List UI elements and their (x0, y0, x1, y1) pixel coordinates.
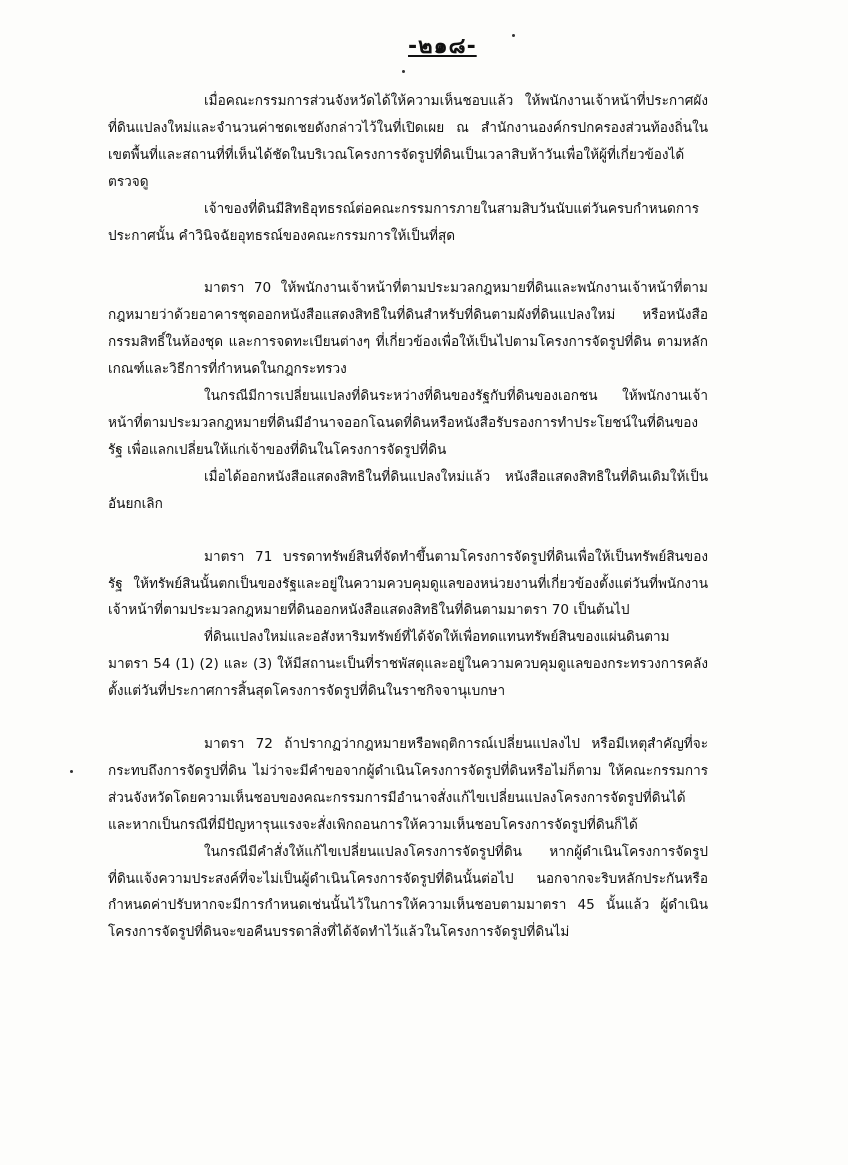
paragraph-section-72: มาตรา 72 ถ้าปรากฏว่ากฎหมายหรือพฤติการณ์เปลี่ยนแปลงไป หรือมีเหตุสำคัญที่จะกระทบถึงการจัดรูปที่ดิน ไม่ว่าจะมีคำขอจากผู้ดำเนินโครงการจัดรูปที่ดินหรือไม่ก็ตาม ให้คณะกรรมการส่วนจังหวัดโดยความเห็นชอบของคณะกรรมการมีอำนาจสั่งแก้ไขเปลี่ยนแปลงโครงการจัดรูปที่ดินได้และหากเป็นกรณีที่มีปัญหารุนแรงจะสั่งเพิกถอนการให้ความเห็นชอบโครงการจัดรูปที่ดินก็ได้ (108, 736, 708, 833)
paragraph-9: ในกรณีมีคำสั่งให้แก้ไขเปลี่ยนแปลงโครงการจัดรูปที่ดิน หากผู้ดำเนินโครงการจัดรูปที่ดินแจ้งความประสงค์ที่จะไม่เป็นผู้ดำเนินโครงการจัดรูปที่ดินนั้นต่อไป นอกจากจะริบหลักประกันหรือกำหนดค่าปรับหากจะมีการกำหนดเช่นนั้นไว้ในการให้ความเห็นชอบตามมาตรา 45 นั้นแล้ว ผู้ดำเนินโครงการจัดรูปที่ดินจะขอคืนบรรดาสิ่งที่ได้จัดทำไว้แล้วในโครงการจัดรูปที่ดินไม่ (108, 843, 708, 941)
paragraph-4: ในกรณีมีการเปลี่ยนแปลงที่ดินระหว่างที่ดินของรัฐกับที่ดินของเอกชน ให้พนักงานเจ้าหน้าที่ตามประมวลกฎหมายที่ดินมีอำนาจออกโฉนดที่ดินหรือหนังสือรับรองการทำประโยชน์ในที่ดินของรัฐ เพื่อแลกเปลี่ยนให้แก่เจ้าของที่ดินในโครงการจัดรูปที่ดิน (108, 388, 708, 458)
scan-speck (512, 34, 515, 37)
document-body (108, 88, 708, 946)
paragraph-2: เจ้าของที่ดินมีสิทธิอุทธรณ์ต่อคณะกรรมการภายในสามสิบวันนับแต่วันครบกำหนดการประกาศนั้น คำวินิจฉัยอุทธรณ์ของคณะกรรมการให้เป็นที่สุด (108, 200, 700, 244)
paragraph-1: เมื่อคณะกรรมการส่วนจังหวัดได้ให้ความเห็นชอบแล้ว ให้พนักงานเจ้าหน้าที่ประกาศผังที่ดินแปลงใหม่และจำนวนค่าชดเชยดังกล่าวไว้ในที่เปิดเผย ณ สำนักงานองค์กรปกครองส่วนท้องถิ่นในเขตพื้นที่และสถานที่ที่เห็นได้ชัดในบริเวณโครงการจัดรูปที่ดินเป็นเวลาสิบห้าวันเพื่อให้ผู้ที่เกี่ยวข้องได้ตรวจดู (108, 93, 708, 190)
paragraph-section-70: มาตรา 70 ให้พนักงานเจ้าหน้าที่ตามประมวลกฎหมายที่ดินและพนักงานเจ้าหน้าที่ตามกฎหมายว่าด้วยอาคารชุดออกหนังสือแสดงสิทธิในที่ดินสำหรับที่ดินตามผังที่ดินแปลงใหม่ หรือหนังสือกรรมสิทธิ์ในห้องชุด และการจดทะเบียนต่างๆ ที่เกี่ยวข้องเพื่อให้เป็นไปตามโครงการจัดรูปที่ดิน ตามหลักเกณฑ์และวิธีการที่กำหนดในกฎกระทรวง (108, 280, 708, 378)
page-number: -๒๑๘- (408, 34, 477, 59)
scan-speck (402, 70, 405, 73)
paragraph-section-71: มาตรา 71 บรรดาทรัพย์สินที่จัดทำขึ้นตามโครงการจัดรูปที่ดินเพื่อให้เป็นทรัพย์สินของรัฐ ให้ทรัพย์สินนั้นตกเป็นของรัฐและอยู่ในความควบคุมดูแลของหน่วยงานที่เกี่ยวข้องตั้งแต่วันที่พนักงานเจ้าหน้าที่ตามประมวลกฎหมายที่ดินออกหนังสือแสดงสิทธิในที่ดินตามมาตรา 70 เป็นต้นไป (108, 548, 708, 619)
paragraph-5: เมื่อได้ออกหนังสือแสดงสิทธิในที่ดินแปลงใหม่แล้ว หนังสือแสดงสิทธิในที่ดินเดิมให้เป็นอันยกเลิก (108, 468, 708, 512)
scan-speck (70, 770, 73, 773)
paragraph-7: ที่ดินแปลงใหม่และอสังหาริมทรัพย์ที่ได้จัดให้เพื่อทดแทนทรัพย์สินของแผ่นดินตามมาตรา 54 (1) (2) และ (3) ให้มีสถานะเป็นที่ราชพัสดุและอยู่ในความควบคุมดูแลของกระทรวงการคลังตั้งแต่วันที่ประกาศการสิ้นสุดโครงการจัดรูปที่ดินในราชกิจจานุเบกษา (108, 629, 708, 700)
